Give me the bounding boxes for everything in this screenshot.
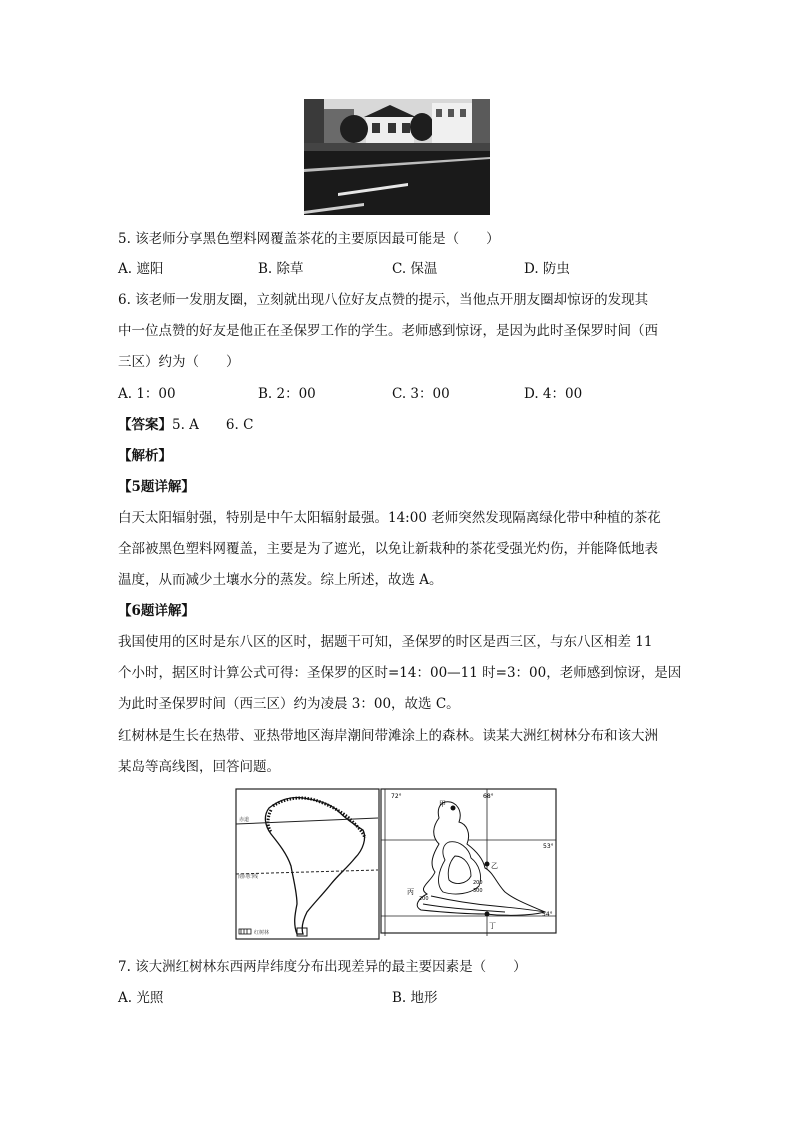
- q6-option-a: A. 1：00: [118, 386, 176, 402]
- detail5-tag: 【5题详解】: [118, 479, 195, 495]
- place-ding: 丁: [489, 922, 496, 930]
- q7-stem: 7. 该大洲红树林东西两岸纬度分布出现差异的最主要因素是（ ）: [118, 959, 527, 975]
- contour-label-c: 200: [419, 896, 429, 902]
- analysis-tag: 【解析】: [118, 448, 172, 464]
- place-bing: 丙: [407, 888, 414, 896]
- q6-stem-line-3: 三区）约为（ ）: [118, 354, 240, 370]
- q5-option-a: A. 遮阳: [118, 261, 164, 277]
- q6-stem-line-1: 6. 该老师一发朋友圈，立刻就出现八位好友点赞的提示，当他点开朋友圈却惊讶的发现其: [118, 292, 649, 308]
- intro-line-2: 某岛等高线图，回答问题。: [118, 759, 280, 775]
- detail6-tag: 【6题详解】: [118, 603, 195, 619]
- legend-label: 红树林: [254, 930, 270, 936]
- q5-option-d: D. 防虫: [524, 261, 570, 277]
- answer-text: 5. A 6. C: [172, 417, 254, 433]
- lat-label-top: 53°: [543, 843, 554, 850]
- detail6-line-1: 我国使用的区时是东八区的区时，据题干可知，圣保罗的时区是西三区，与东八区相差 11: [118, 634, 653, 650]
- detail6-line-2: 个小时，据区时计算公式可得：圣保罗的区时=14：00—11 时=3：00，老师感到惊讶，是因: [118, 665, 682, 681]
- road-photo: [304, 99, 490, 215]
- equator-label: 赤道: [239, 817, 250, 823]
- figure-area: [235, 788, 557, 940]
- contour-label-b: 300: [473, 888, 483, 894]
- q5-option-c: C. 保温: [392, 261, 438, 277]
- answer-tag: 【答案】: [118, 417, 172, 433]
- contour-label-a: 200: [473, 880, 483, 886]
- answer-line: [118, 415, 253, 435]
- lon-label-right: 68°: [483, 793, 494, 800]
- place-jia: 甲: [439, 800, 446, 808]
- lat-label-bottom: 54°: [542, 911, 553, 918]
- island-contour-map: [381, 789, 556, 936]
- q6-option-c: C. 3：00: [392, 386, 450, 402]
- south-america-map: [236, 789, 379, 939]
- q6-option-b: B. 2：00: [258, 386, 316, 402]
- tropic-label: 南回归线: [238, 874, 259, 880]
- q7-option-b: B. 地形: [392, 990, 438, 1006]
- q5-stem: 5. 该老师分享黑色塑料网覆盖茶花的主要原因最可能是（ ）: [118, 231, 500, 247]
- detail5-line-2: 全部被黑色塑料网覆盖，主要是为了遮光，以免让新栽种的茶花受强光灼伤，并能降低地表: [118, 541, 658, 557]
- lon-label-left: 72°: [391, 793, 402, 800]
- place-yi: 乙: [491, 862, 498, 870]
- q7-option-a: A. 光照: [118, 990, 164, 1006]
- detail5-line-1: 白天太阳辐射强，特别是中午太阳辐射最强。14:00 老师突然发现隔离绿化带中种植的茶花: [118, 510, 661, 526]
- q6-option-d: D. 4：00: [524, 386, 583, 402]
- detail5-line-3: 温度，从而减少土壤水分的蒸发。综上所述，故选 A。: [118, 572, 443, 588]
- q6-stem-line-2: 中一位点赞的好友是他正在圣保罗工作的学生。老师感到惊讶，是因为此时圣保罗时间（西: [118, 323, 658, 339]
- q5-option-b: B. 除草: [258, 261, 304, 277]
- detail6-line-3: 为此时圣保罗时间（西三区）约为凌晨 3：00，故选 C。: [118, 696, 460, 712]
- intro-line-1: 红树林是生长在热带、亚热带地区海岸潮间带滩涂上的森林。读某大洲红树林分布和该大洲: [118, 728, 658, 744]
